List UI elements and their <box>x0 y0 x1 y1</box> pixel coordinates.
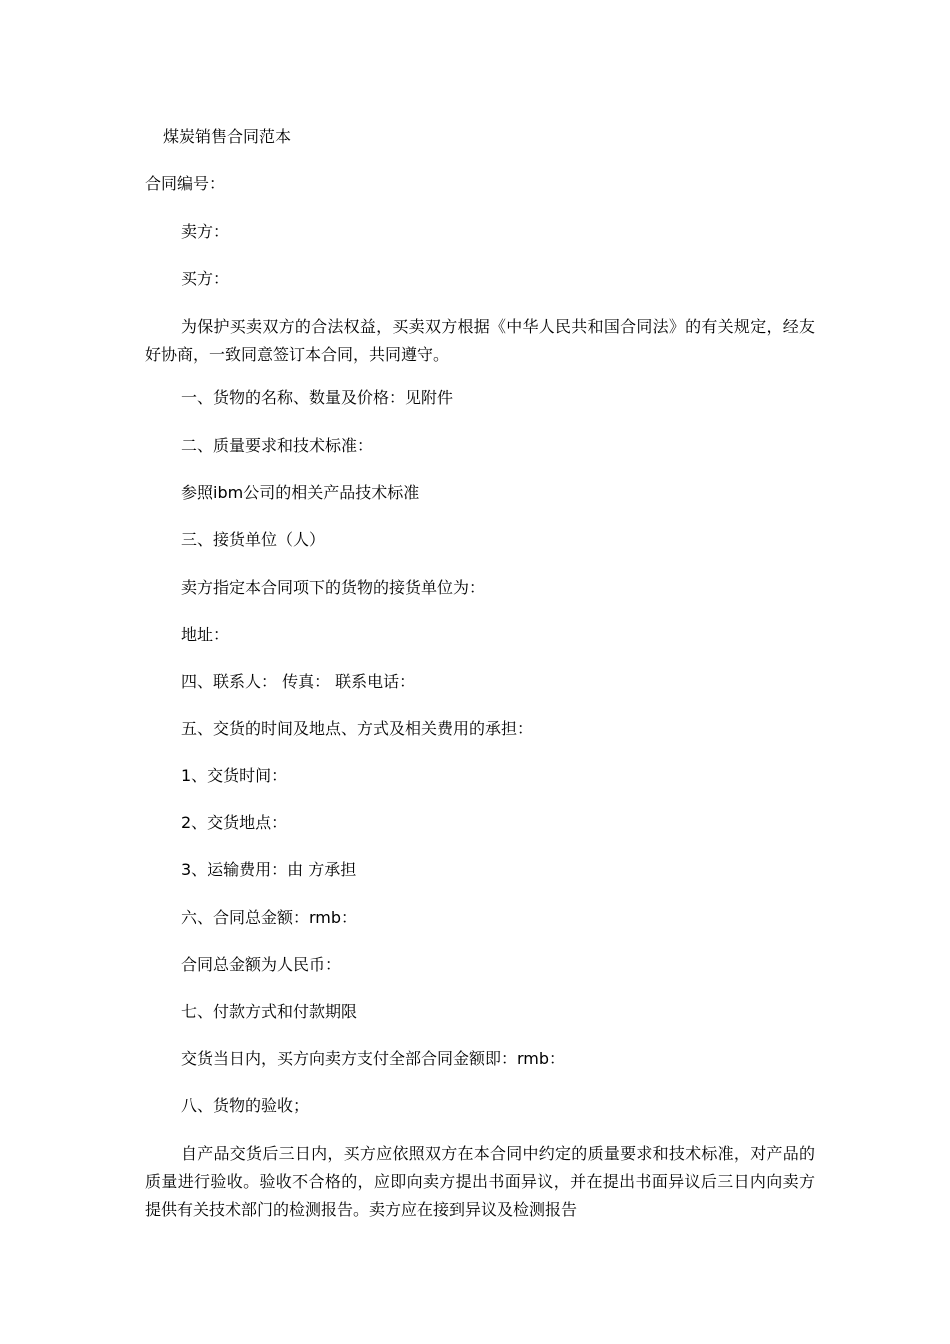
preamble-paragraph: 为保护买卖双方的合法权益，买卖双方根据《中华人民共和国合同法》的有关规定，经友好协商，一致同意签订本合同，共同遵守。 <box>145 317 815 364</box>
seller-label: 卖方： <box>181 222 230 241</box>
section-8-paragraph: 自产品交货后三日内，买方应依照双方在本合同中约定的质量要求和技术标准，对产品的质量进行验收。验收不合格的，应即向卖方提出书面异议，并在提出书面异议后三日内向卖方提供有关技术部门的检测报告。卖方应在接到异议及检测报告 <box>145 1144 815 1219</box>
section-5-item-3: 3、运输费用：由 方承担 <box>181 860 357 879</box>
section-4-heading: 四、联系人： 传真： 联系电话： <box>181 672 416 691</box>
section-1-heading: 一、货物的名称、数量及价格：见附件 <box>181 388 454 407</box>
section-7-heading: 七、付款方式和付款期限 <box>181 1002 358 1021</box>
document-title: 煤炭销售合同范本 <box>163 127 292 146</box>
section-3-heading: 三、接货单位（人） <box>181 530 326 549</box>
section-5-heading: 五、交货的时间及地点、方式及相关费用的承担： <box>181 719 534 738</box>
contract-number-label: 合同编号： <box>145 174 226 193</box>
section-2-heading: 二、质量要求和技术标准： <box>181 436 374 455</box>
section-5-item-2: 2、交货地点： <box>181 813 288 832</box>
section-5-item-1: 1、交货时间： <box>181 766 288 785</box>
section-2-text: 参照ibm公司的相关产品技术标准 <box>181 483 420 502</box>
buyer-label: 买方： <box>181 269 230 288</box>
section-8-heading: 八、货物的验收； <box>181 1096 310 1115</box>
section-3-text: 卖方指定本合同项下的货物的接货单位为： <box>181 578 486 597</box>
section-6-heading: 六、合同总金额：rmb： <box>181 908 358 927</box>
section-7-text: 交货当日内，买方向卖方支付全部合同金额即：rmb： <box>181 1049 566 1068</box>
section-6-text: 合同总金额为人民币： <box>181 955 342 974</box>
address-label: 地址： <box>181 625 230 644</box>
